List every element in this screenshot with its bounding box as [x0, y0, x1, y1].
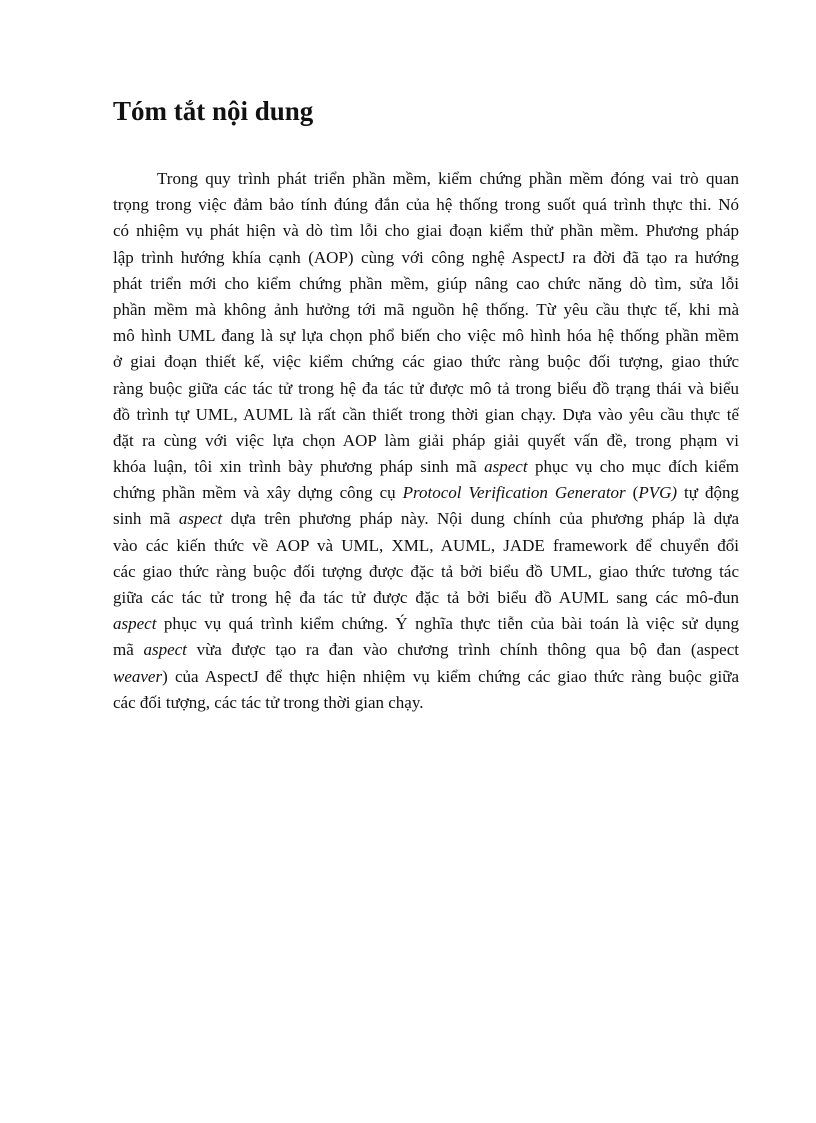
paragraph-line: vào các kiến thức về AOP và UML, XML, AUML, JADE framework để chuyển đổi — [113, 535, 739, 555]
abstract-paragraph — [113, 166, 739, 716]
paragraph-line: phần mềm mà không ảnh hưởng tới mã nguồn hệ thống. Từ yêu cầu thực tế, khi mà — [113, 299, 739, 319]
paragraph-line: giữa các tác tử trong hệ đa tác tử được đặc tả bởi biểu đồ AUML sang các mô-đun — [113, 588, 739, 607]
paragraph-line: đồ trình tự UML, AUML là rất cần thiết trong thời gian chạy. Dựa vào yêu cầu thực tế — [113, 404, 739, 424]
paragraph-line: sinh mã aspect dựa trên phương pháp này. Nội dung chính của phương pháp là dựa — [113, 509, 739, 529]
paragraph-line: mô hình UML đang là sự lựa chọn phổ biến cho việc mô hình hóa hệ thống phần mềm — [113, 326, 739, 346]
paragraph-line: các giao thức ràng buộc đối tượng được đặc tả bởi biểu đồ UML, giao thức tương tác — [113, 561, 739, 581]
paragraph-line: phát triển mới cho kiểm chứng phần mềm, giúp nâng cao chức năng dò tìm, sửa lỗi — [113, 273, 739, 293]
paragraph-line: khóa luận, tôi xin trình bày phương pháp sinh mã aspect phục vụ cho mục đích kiểm — [113, 457, 739, 477]
paragraph-line: aspect phục vụ quá trình kiểm chứng. Ý nghĩa thực tiễn của bài toán là việc sử dụng — [113, 614, 739, 634]
paragraph-line: lập trình hướng khía cạnh (AOP) cùng với công nghệ AspectJ ra đời đã tạo ra hướng — [113, 247, 739, 267]
paragraph-line: mã aspect vừa được tạo ra đan vào chương trình chính thông qua bộ đan (aspect — [113, 640, 739, 660]
page-title: Tóm tắt nội dung — [113, 96, 314, 126]
paragraph-line: chứng phần mềm và xây dựng công cụ Protocol Verification Generator (PVG) tự động — [113, 483, 739, 503]
paragraph-line: trọng trong việc đảm bảo tính đúng đắn của hệ thống trong suốt quá trình thực thi. Nó — [113, 195, 739, 215]
paragraph-line: các đối tượng, các tác tử trong thời gian chạy. — [113, 692, 424, 712]
paragraph-line: có nhiệm vụ phát hiện và dò tìm lỗi cho giai đoạn kiểm thử phần mềm. Phương pháp — [113, 221, 739, 241]
paragraph-line: Trong quy trình phát triển phần mềm, kiểm chứng phần mềm đóng vai trò quan — [157, 169, 739, 188]
paragraph-line: weaver) của AspectJ để thực hiện nhiệm vụ kiểm chứng các giao thức ràng buộc giữa — [113, 666, 739, 686]
paragraph-line: ở giai đoạn thiết kế, việc kiểm chứng các giao thức ràng buộc đối tượng, giao thức — [113, 352, 739, 372]
paragraph-line: ràng buộc giữa các tác tử trong hệ đa tác tử được mô tả trong biểu đồ trạng thái và biểu — [113, 378, 739, 398]
paragraph-line: đặt ra cùng với việc lựa chọn AOP làm giải pháp giải quyết vấn đề, trong phạm vi — [113, 430, 739, 450]
